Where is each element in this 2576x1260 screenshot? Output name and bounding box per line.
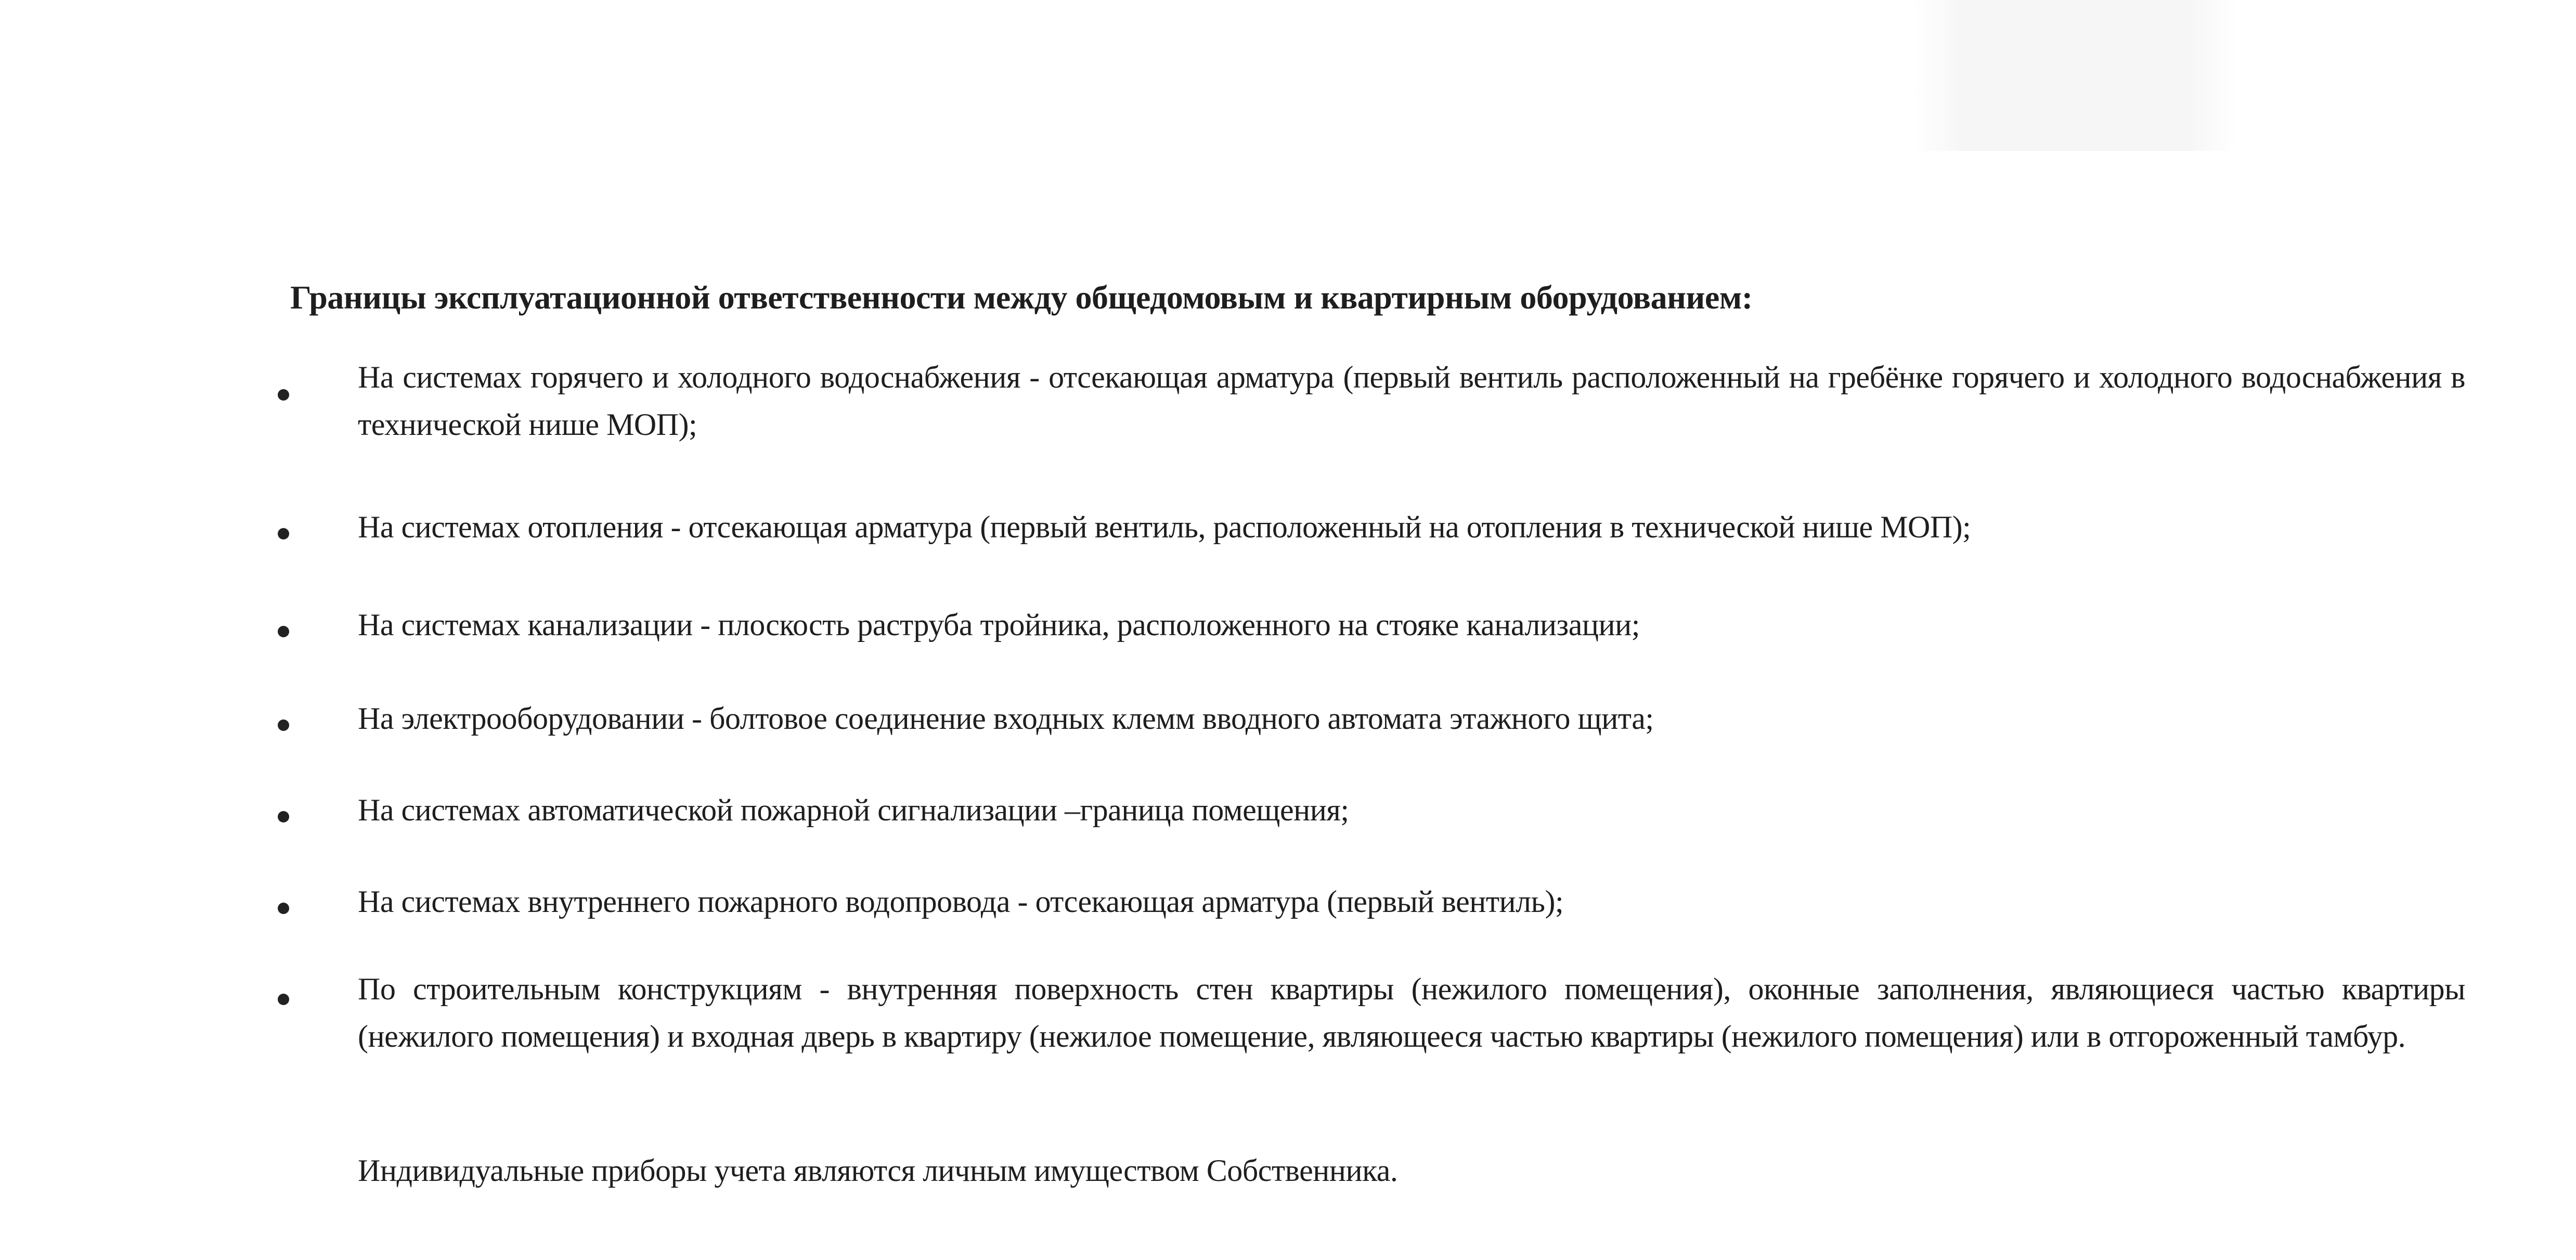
bullet-icon <box>278 626 289 637</box>
bullet-icon <box>278 389 289 401</box>
list-item-text: На системах автоматической пожарной сигнализации –граница помещения; <box>358 793 1349 827</box>
bullet-icon <box>278 903 289 914</box>
bullet-icon <box>278 994 289 1005</box>
list-item-text: На системах горячего и холодного водоснабжения - отсекающая арматура (первый вентиль расположенный на гребёнке горячего и холодного водоснабжения в технической нише МОП); <box>358 360 2465 442</box>
bullet-icon <box>278 528 289 539</box>
list-item-text: На системах канализации - плоскость раструба тройника, расположенного на стояке канализации; <box>358 608 1640 642</box>
document-heading: Границы эксплуатационной ответственности между общедомовым и квартирным оборудованием: <box>290 279 1753 316</box>
list-item-text: На электрооборудовании - болтовое соединение входных клемм вводного автомата этажного щита; <box>358 701 1654 736</box>
list-item-text: По строительным конструкциям - внутренняя поверхность стен квартиры (нежилого помещения), оконные заполнения, являющиеся частью квартиры (нежилого помещения) и входная дверь в квартиру (нежилое помещение, являющееся частью квартиры (нежилого помещения) или в отгороженный тамбур. <box>358 972 2465 1053</box>
list-item-text: На системах внутреннего пожарного водопровода - отсекающая арматура (первый вентиль); <box>358 884 1564 919</box>
bullet-icon <box>278 719 289 731</box>
bullet-icon <box>278 811 289 822</box>
list-item-text: На системах отопления - отсекающая арматура (первый вентиль, расположенный на отопления в технической нише МОП); <box>358 510 1971 544</box>
scan-artifact <box>1914 0 2236 151</box>
document-note: Индивидуальные приборы учета являются личным имуществом Собственника. <box>358 1153 1398 1188</box>
